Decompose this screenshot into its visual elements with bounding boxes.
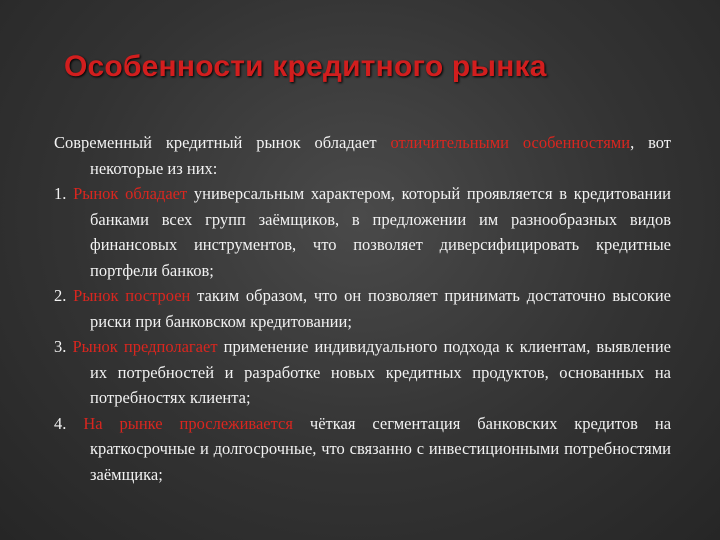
intro-paragraph bbox=[54, 130, 671, 181]
item-number: 1. bbox=[54, 184, 74, 203]
list-item bbox=[54, 181, 671, 283]
item-text: универсальным характером, который проявляется в кредитовании банками всех групп заёмщиков, в предложении им разнообразных видов финансовых инструментов, что позволяет диверсифицировать кредитные портфели банков; bbox=[90, 184, 671, 280]
item-highlight: Рынок предполагает bbox=[72, 337, 218, 356]
item-number: 4. bbox=[54, 413, 84, 433]
item-text: таким образом, что он позволяет принимать достаточно высокие риски при банковском кредитовании; bbox=[90, 286, 671, 331]
item-number: 2. bbox=[54, 286, 74, 305]
slide-title: Особенности кредитного рынка bbox=[64, 50, 547, 83]
item-highlight: На рынке прослеживается bbox=[83, 413, 293, 433]
intro-highlight: отличительными особенностями bbox=[390, 133, 631, 152]
list-item bbox=[54, 411, 671, 488]
item-highlight: Рынок обладает bbox=[73, 184, 188, 203]
list-item bbox=[54, 334, 671, 411]
item-highlight: Рынок построен bbox=[73, 286, 191, 305]
list-item bbox=[54, 283, 671, 334]
intro-text-start: Современный кредитный рынок обладает bbox=[54, 133, 391, 152]
item-text: чёткая сегментация банковских кредитов на краткосрочные и долгосрочные, что связанно с инвестиционными потребностями заёмщика; bbox=[90, 413, 672, 484]
item-number: 3. bbox=[54, 337, 73, 356]
slide-body bbox=[54, 130, 671, 487]
intro-text-end: , вот некоторые из них: bbox=[90, 133, 671, 178]
item-text: применение индивидуального подхода к клиентам, выявление их потребностей и разработке новых кредитных продуктов, основанных на потребностях клиента; bbox=[90, 337, 671, 407]
